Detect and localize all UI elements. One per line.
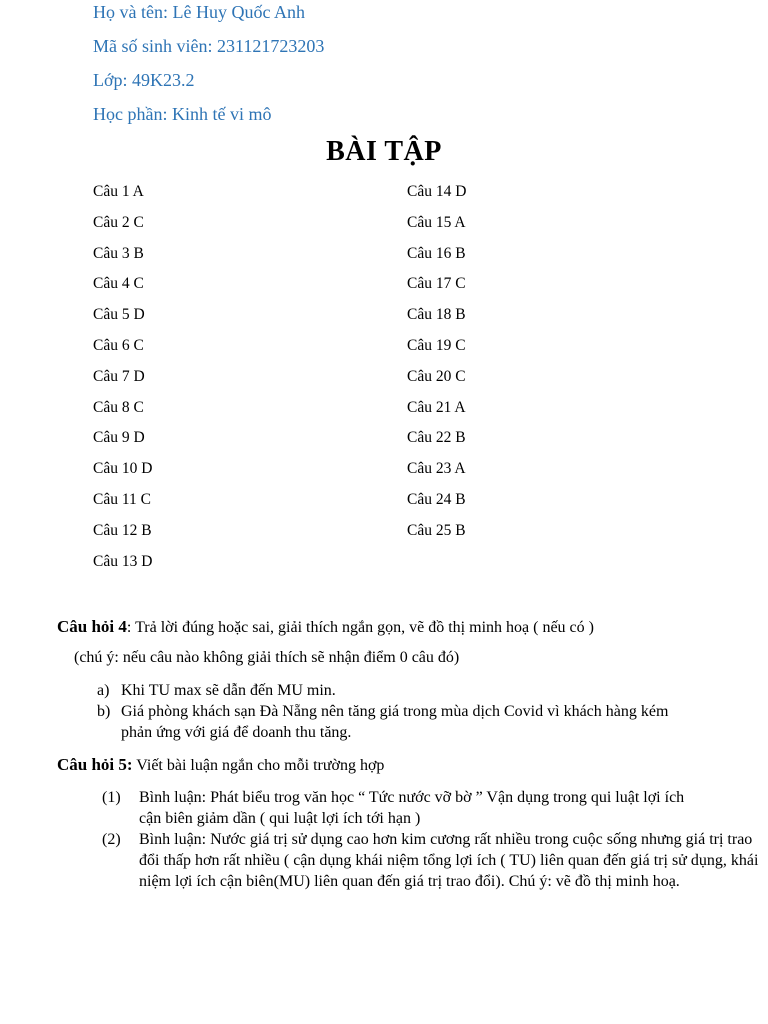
answer-item: Câu 25 B [407, 521, 466, 539]
page-title: BÀI TẬP [326, 136, 442, 167]
answer-item: Câu 10 D [93, 460, 153, 478]
answer-item: Câu 6 C [93, 336, 144, 354]
student-id: Mã số sinh viên: 231121723203 [93, 36, 325, 56]
answer-item: Câu 5 D [93, 306, 145, 324]
course-name: Học phần: Kinh tế vi mô [93, 104, 272, 124]
question-5-heading [57, 755, 384, 775]
answer-item: Câu 19 C [407, 336, 466, 354]
answer-item: Câu 11 C [93, 490, 151, 508]
answer-item: Câu 17 C [407, 275, 466, 293]
item-text: Giá phòng khách sạn Đà Nẵng nên tăng giá trong mùa dịch Covid vì khách hàng kém phản ứng với giá để doanh thu tăng. [121, 703, 669, 741]
answer-item: Câu 23 A [407, 460, 466, 478]
item-marker: (2) [102, 831, 121, 848]
answer-item: Câu 20 C [407, 367, 466, 385]
answer-item: Câu 21 A [407, 398, 466, 416]
answer-item: Câu 24 B [407, 490, 466, 508]
item-text: Bình luận: Nước giá trị sử dụng cao hơn kim cương rất nhiều trong cuộc sống nhưng giá trị trao đổi thấp hơn rất nhiều ( cận dụng khái niệm tổng lợi ích ( TU) liên quan đến giá trị sử dụng, khái niệm lợi ích cận biên(MU) liên quan đến giá trị trao đổi). Chú ý: vẽ đồ thị minh hoạ. [139, 831, 759, 890]
question-4-heading [57, 617, 594, 637]
question-4-note: (chú ý: nếu câu nào không giải thích sẽ nhận điểm 0 câu đó) [74, 649, 460, 666]
answer-item: Câu 8 C [93, 398, 144, 416]
item-marker: b) [97, 703, 111, 720]
answer-item: Câu 14 D [407, 183, 467, 200]
question-4-label: Câu hỏi 4 [57, 617, 127, 636]
answer-list-left [93, 182, 152, 582]
answer-item: Câu 4 C [93, 275, 144, 293]
answer-item: Câu 12 B [93, 521, 152, 539]
answer-item: Câu 16 B [407, 244, 466, 262]
question-4-text: : Trả lời đúng hoặc sai, giải thích ngắn gọn, vẽ đồ thị minh hoạ ( nếu có ) [126, 619, 594, 636]
answer-item: Câu 2 C [93, 213, 144, 231]
item-text: Khi TU max sẽ dẫn đến MU min. [121, 682, 336, 699]
answer-item: Câu 3 B [93, 244, 144, 262]
item-marker: (1) [102, 789, 121, 806]
answer-item: Câu 22 B [407, 429, 466, 447]
answer-item: Câu 1 A [93, 183, 144, 200]
answer-item: Câu 9 D [93, 429, 145, 447]
answer-list-right [407, 182, 466, 552]
answer-item: Câu 15 A [407, 213, 466, 231]
item-text: Bình luận: Phát biểu trog văn học “ Tức nước vỡ bờ ” Vận dụng trong qui luật lợi ích cận biên giảm dần ( qui luật lợi ích tới hạn ) [139, 789, 685, 827]
question-5-label: Câu hỏi 5: [57, 755, 133, 774]
item-marker: a) [97, 682, 110, 699]
answer-item: Câu 13 D [93, 552, 153, 570]
question-5-text: Viết bài luận ngắn cho mỗi trường hợp [132, 757, 385, 774]
student-class: Lớp: 49K23.2 [93, 70, 195, 90]
student-name: Họ và tên: Lê Huy Quốc Anh [93, 2, 305, 22]
answer-item: Câu 18 B [407, 306, 466, 324]
answer-item: Câu 7 D [93, 367, 145, 385]
